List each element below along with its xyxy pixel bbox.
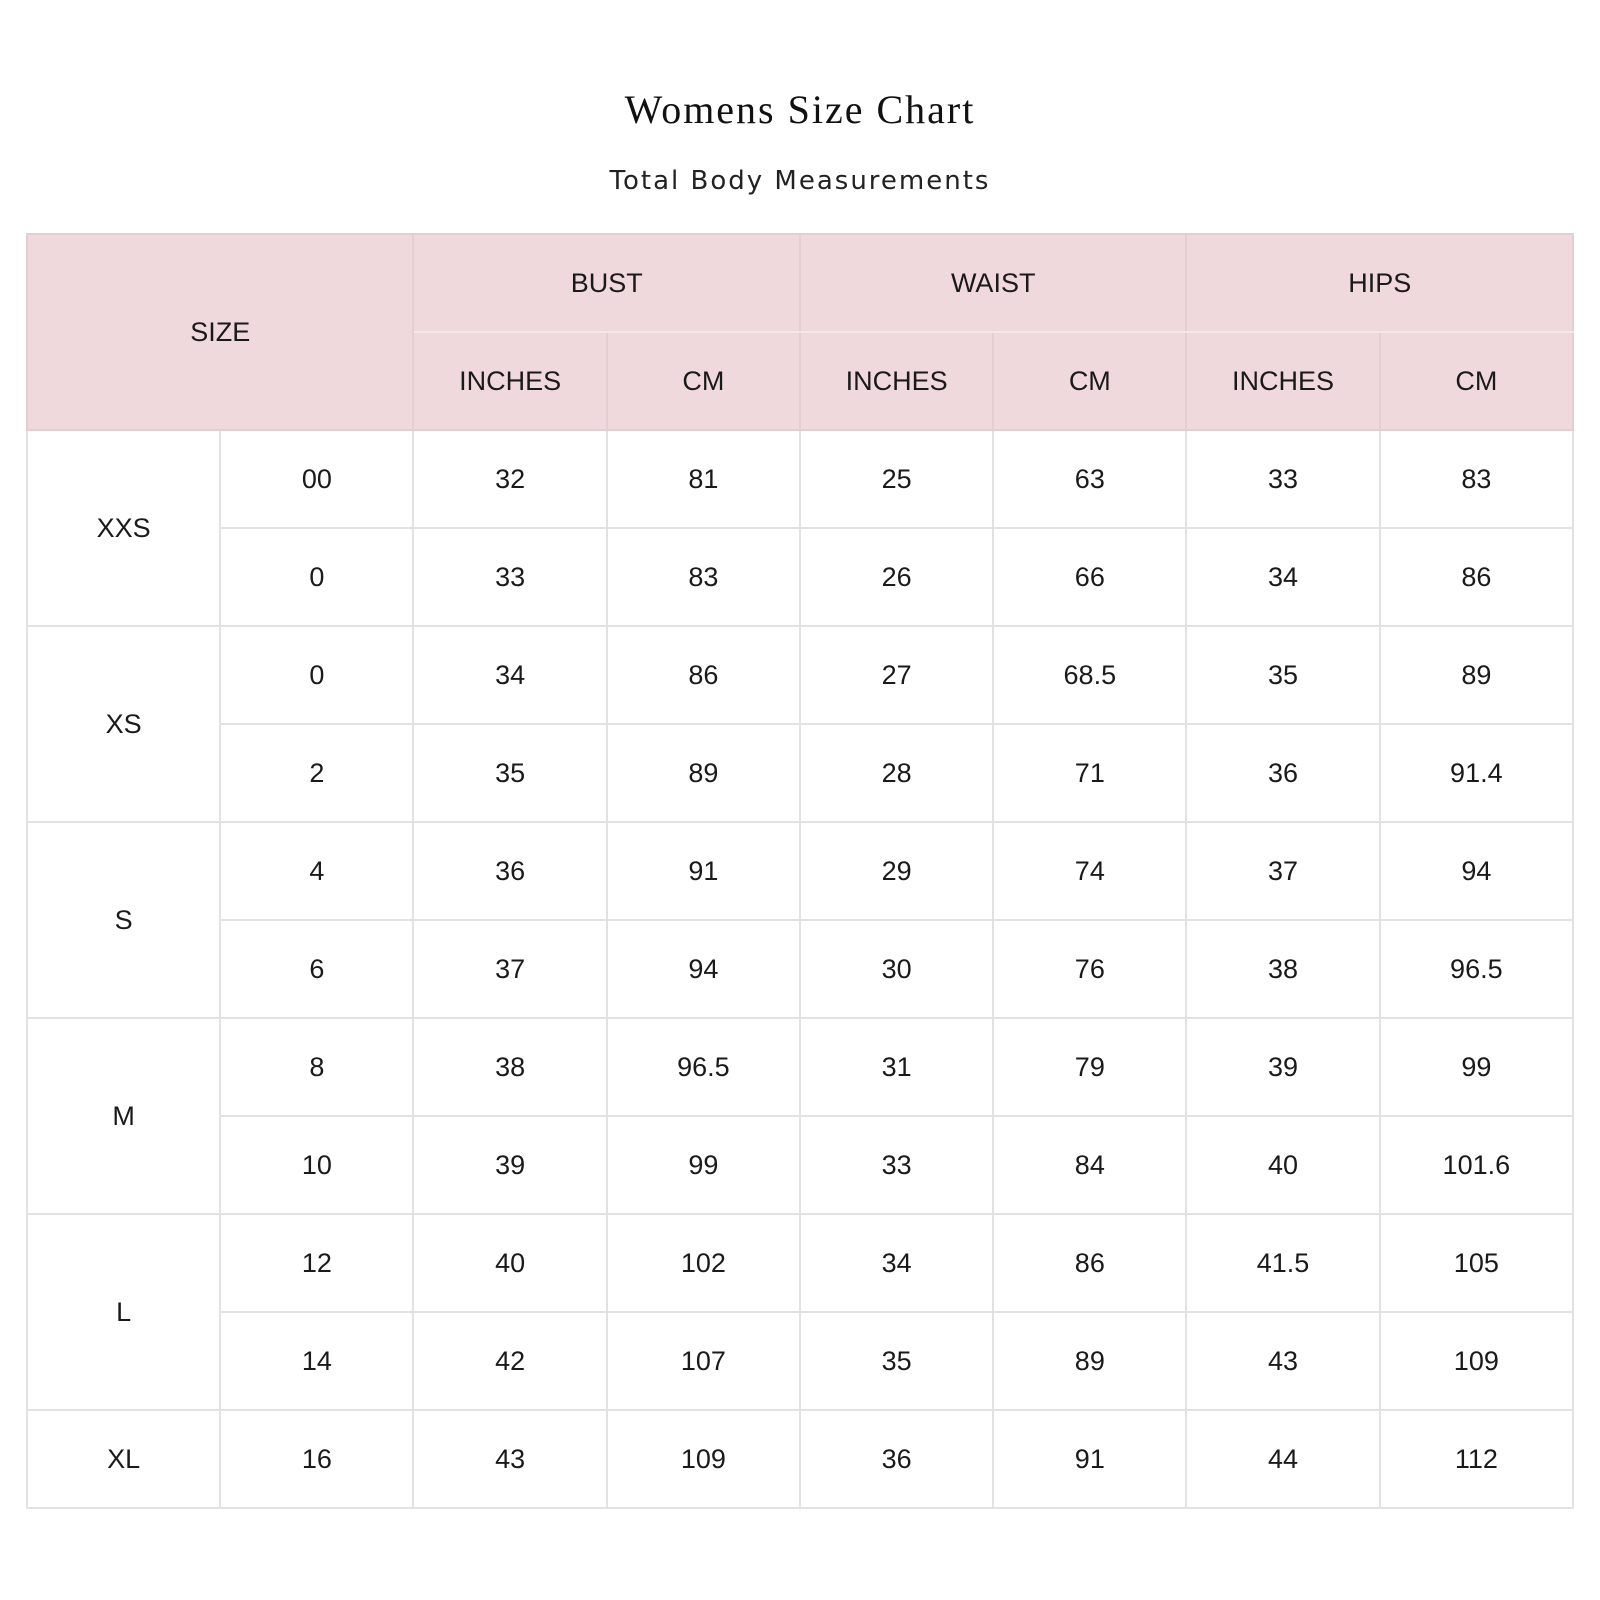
size-number-cell: 10	[220, 1116, 413, 1214]
cell-waist-cm: 86	[993, 1214, 1186, 1312]
cell-bust-inches: 37	[413, 920, 606, 1018]
cell-bust-inches: 34	[413, 626, 606, 724]
unit-header-bust-cm: CM	[607, 332, 800, 430]
cell-hips-inches: 37	[1186, 822, 1379, 920]
table-row	[27, 1018, 1573, 1116]
size-number-cell: 00	[220, 430, 413, 528]
cell-bust-cm: 107	[607, 1312, 800, 1410]
cell-bust-cm: 96.5	[607, 1018, 800, 1116]
cell-waist-cm: 79	[993, 1018, 1186, 1116]
cell-bust-inches: 33	[413, 528, 606, 626]
size-letter-cell: XL	[27, 1410, 220, 1508]
table-row	[27, 430, 1573, 528]
cell-hips-cm: 101.6	[1380, 1116, 1573, 1214]
cell-waist-inches: 29	[800, 822, 993, 920]
cell-waist-inches: 26	[800, 528, 993, 626]
size-number-cell: 0	[220, 626, 413, 724]
cell-waist-cm: 89	[993, 1312, 1186, 1410]
cell-waist-cm: 84	[993, 1116, 1186, 1214]
cell-waist-inches: 25	[800, 430, 993, 528]
cell-bust-inches: 40	[413, 1214, 606, 1312]
size-number-cell: 6	[220, 920, 413, 1018]
size-chart-table	[26, 233, 1574, 1509]
cell-bust-cm: 102	[607, 1214, 800, 1312]
group-header-bust: BUST	[413, 234, 799, 332]
unit-header-bust-inches: INCHES	[413, 332, 606, 430]
size-letter-cell: S	[27, 822, 220, 1018]
cell-hips-cm: 86	[1380, 528, 1573, 626]
unit-header-waist-inches: INCHES	[800, 332, 993, 430]
group-header-waist: WAIST	[800, 234, 1186, 332]
unit-header-waist-cm: CM	[993, 332, 1186, 430]
size-header: SIZE	[27, 234, 413, 430]
size-number-cell: 2	[220, 724, 413, 822]
size-number-cell: 8	[220, 1018, 413, 1116]
table-row	[27, 528, 1573, 626]
cell-bust-cm: 89	[607, 724, 800, 822]
size-number-cell: 12	[220, 1214, 413, 1312]
table-body	[27, 430, 1573, 1508]
cell-waist-cm: 76	[993, 920, 1186, 1018]
cell-hips-cm: 99	[1380, 1018, 1573, 1116]
header-row-groups	[27, 234, 1573, 332]
cell-bust-inches: 43	[413, 1410, 606, 1508]
cell-bust-cm: 91	[607, 822, 800, 920]
size-number-cell: 4	[220, 822, 413, 920]
cell-waist-cm: 68.5	[993, 626, 1186, 724]
cell-waist-cm: 66	[993, 528, 1186, 626]
page-title: Womens Size Chart	[624, 87, 976, 132]
cell-hips-cm: 109	[1380, 1312, 1573, 1410]
cell-hips-inches: 35	[1186, 626, 1379, 724]
cell-hips-inches: 36	[1186, 724, 1379, 822]
table-row	[27, 1410, 1573, 1508]
cell-hips-cm: 94	[1380, 822, 1573, 920]
cell-bust-cm: 83	[607, 528, 800, 626]
cell-hips-inches: 39	[1186, 1018, 1379, 1116]
table-header	[27, 234, 1573, 430]
size-number-cell: 16	[220, 1410, 413, 1508]
size-letter-cell: M	[27, 1018, 220, 1214]
cell-waist-inches: 27	[800, 626, 993, 724]
cell-bust-inches: 32	[413, 430, 606, 528]
table-row	[27, 1214, 1573, 1312]
size-letter-cell: XXS	[27, 430, 220, 626]
cell-bust-inches: 39	[413, 1116, 606, 1214]
cell-waist-inches: 28	[800, 724, 993, 822]
cell-waist-inches: 30	[800, 920, 993, 1018]
cell-hips-cm: 91.4	[1380, 724, 1573, 822]
cell-bust-inches: 42	[413, 1312, 606, 1410]
unit-header-hips-cm: CM	[1380, 332, 1573, 430]
table-row	[27, 724, 1573, 822]
table-row	[27, 626, 1573, 724]
cell-bust-cm: 86	[607, 626, 800, 724]
cell-hips-cm: 83	[1380, 430, 1573, 528]
size-letter-cell: XS	[27, 626, 220, 822]
cell-hips-inches: 34	[1186, 528, 1379, 626]
cell-waist-inches: 36	[800, 1410, 993, 1508]
cell-hips-inches: 43	[1186, 1312, 1379, 1410]
table-row	[27, 1312, 1573, 1410]
cell-hips-cm: 89	[1380, 626, 1573, 724]
table-row	[27, 1116, 1573, 1214]
cell-waist-cm: 74	[993, 822, 1186, 920]
cell-waist-inches: 33	[800, 1116, 993, 1214]
cell-waist-cm: 71	[993, 724, 1186, 822]
cell-bust-cm: 109	[607, 1410, 800, 1508]
cell-hips-cm: 105	[1380, 1214, 1573, 1312]
cell-hips-inches: 40	[1186, 1116, 1379, 1214]
size-letter-cell: L	[27, 1214, 220, 1410]
size-number-cell: 0	[220, 528, 413, 626]
cell-hips-inches: 33	[1186, 430, 1379, 528]
cell-waist-inches: 34	[800, 1214, 993, 1312]
cell-bust-cm: 99	[607, 1116, 800, 1214]
unit-header-hips-inches: INCHES	[1186, 332, 1379, 430]
cell-waist-inches: 35	[800, 1312, 993, 1410]
cell-hips-inches: 38	[1186, 920, 1379, 1018]
size-number-cell: 14	[220, 1312, 413, 1410]
cell-waist-inches: 31	[800, 1018, 993, 1116]
cell-hips-inches: 44	[1186, 1410, 1379, 1508]
table-row	[27, 920, 1573, 1018]
cell-bust-inches: 36	[413, 822, 606, 920]
cell-waist-cm: 63	[993, 430, 1186, 528]
page-subtitle: Total Body Measurements	[609, 166, 991, 196]
cell-waist-cm: 91	[993, 1410, 1186, 1508]
cell-bust-inches: 35	[413, 724, 606, 822]
group-header-hips: HIPS	[1186, 234, 1573, 332]
cell-hips-inches: 41.5	[1186, 1214, 1379, 1312]
cell-bust-cm: 94	[607, 920, 800, 1018]
cell-bust-inches: 38	[413, 1018, 606, 1116]
cell-hips-cm: 112	[1380, 1410, 1573, 1508]
cell-bust-cm: 81	[607, 430, 800, 528]
table-row	[27, 822, 1573, 920]
cell-hips-cm: 96.5	[1380, 920, 1573, 1018]
